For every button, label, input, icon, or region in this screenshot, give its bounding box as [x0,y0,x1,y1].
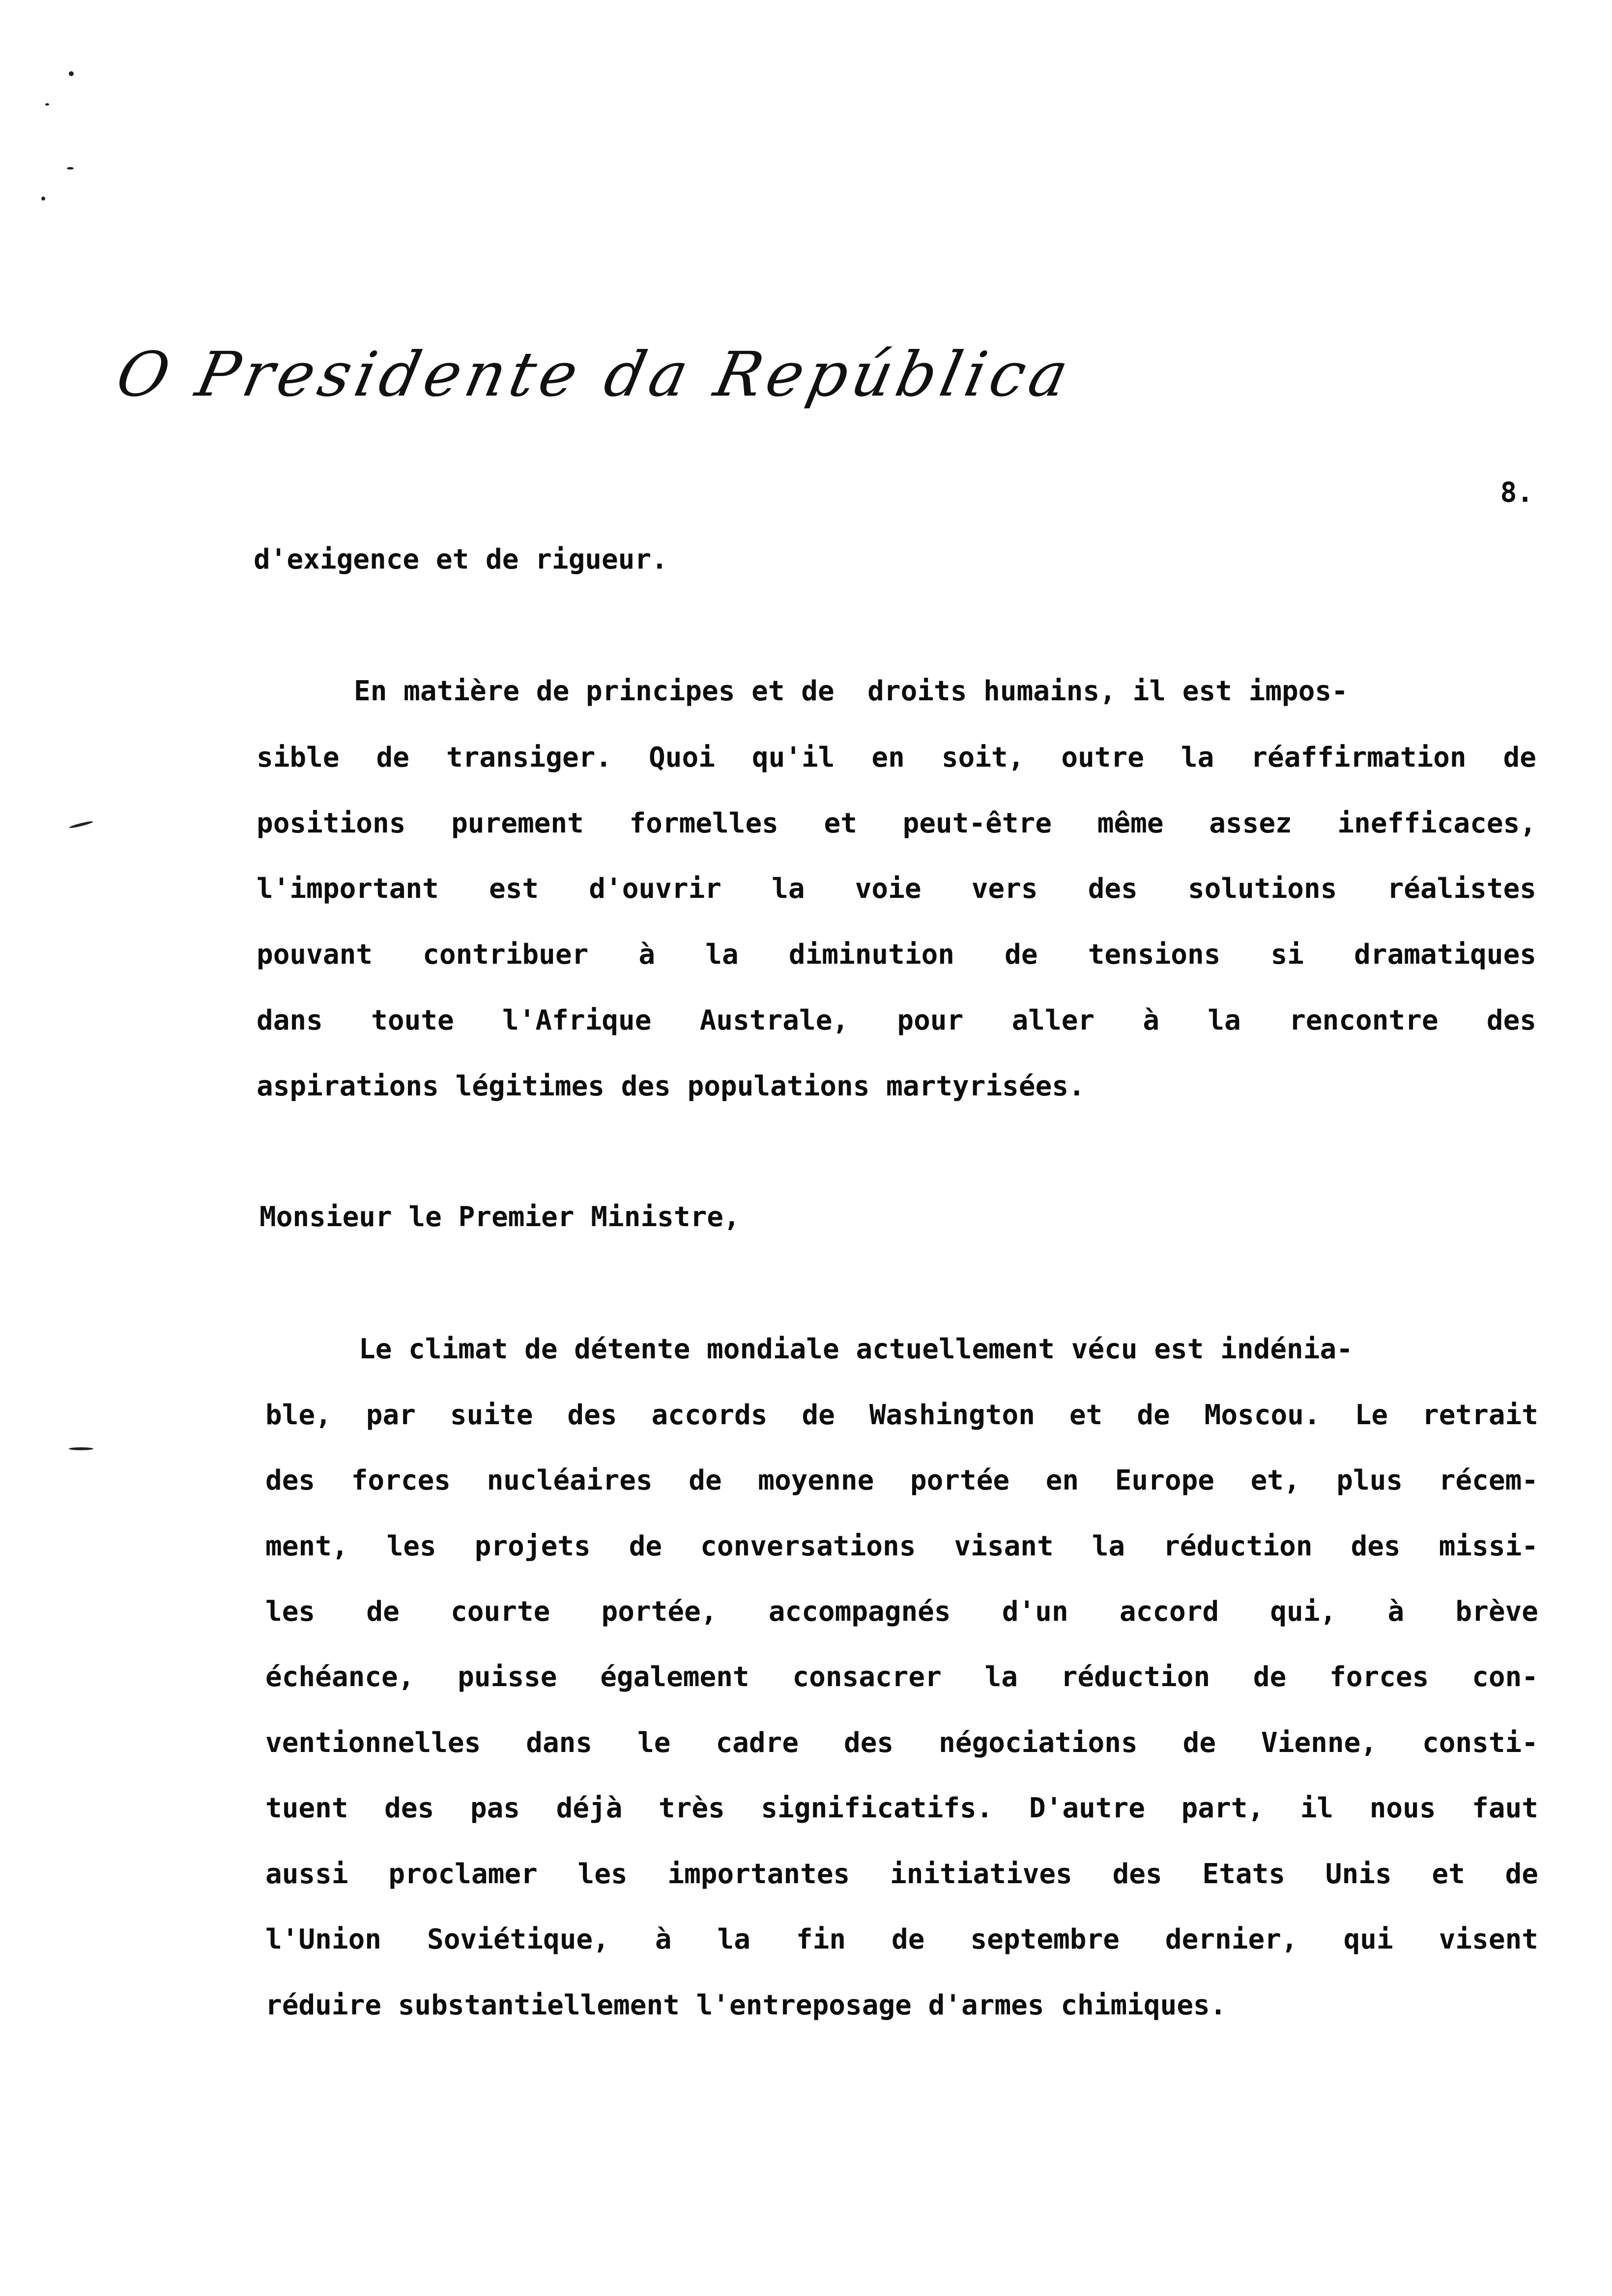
text-line: positions purement formelles et peut-être même assez inefficaces, [257,807,1536,839]
letterhead: O Presidente da República [110,339,1079,410]
scan-speck [41,197,45,201]
text-line: ment, les projets de conversations visant la réduction des missi- [265,1530,1538,1562]
text-line: aussi proclamer les importantes initiatives des Etats Unis et de [265,1858,1538,1890]
text-line: d'exigence et de rigueur. [254,544,668,575]
text-line: ventionnelles dans le cadre des négociations de Vienne, consti- [265,1727,1538,1759]
scan-speck [67,167,74,170]
text-line: dans toute l'Afrique Australe, pour aller à la rencontre des [257,1004,1536,1036]
text-line: sible de transiger. Quoi qu'il en soit, outre la réaffirmation de [257,742,1536,774]
salutation: Monsieur le Premier Ministre, [259,1201,740,1233]
text-line: des forces nucléaires de moyenne portée en Europe et, plus récem- [265,1464,1538,1496]
text-line: pouvant contribuer à la diminution de tensions si dramatiques [257,939,1536,971]
scan-speck [69,71,74,76]
text-line: échéance, puisse également consacrer la réduction de forces con- [265,1661,1538,1693]
scan-speck [69,1447,93,1450]
scan-speck [45,103,49,106]
text-line: l'important est d'ouvrir la voie vers des solutions réalistes [257,873,1536,905]
page-number: 8. [1500,477,1533,509]
text-line: En matière de principes et de droits humains, il est impos- [354,675,1348,707]
text-line: Le climat de détente mondiale actuellement vécu est indénia- [359,1333,1353,1365]
text-line: les de courte portée, accompagnés d'un accord qui, à brève [265,1596,1538,1628]
text-line: tuent des pas déjà très significatifs. D'autre part, il nous faut [265,1792,1538,1824]
text-line: ble, par suite des accords de Washington et de Moscou. Le retrait [265,1399,1538,1431]
text-line: l'Union Soviétique, à la fin de septembre dernier, qui visent [265,1923,1538,1955]
scan-speck [69,820,93,829]
text-line: réduire substantiellement l'entreposage d'armes chimiques. [265,1989,1227,2021]
text-line: aspirations légitimes des populations martyrisées. [257,1070,1085,1102]
